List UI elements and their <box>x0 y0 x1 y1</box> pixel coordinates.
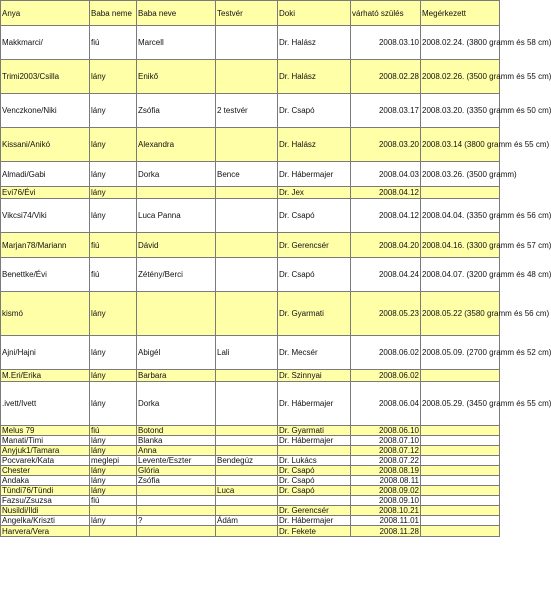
table-row <box>1 506 500 516</box>
cell-baba-neme[interactable]: meglepi <box>90 456 137 466</box>
cell-baba-neme[interactable]: fiú <box>90 426 137 436</box>
cell-anya[interactable]: Manati/Timi <box>1 436 90 446</box>
cell-anya[interactable]: Almadi/Gabi <box>1 162 90 187</box>
cell-testver[interactable]: Lali <box>216 336 278 370</box>
cell-megerkezett[interactable] <box>421 506 500 516</box>
cell-varhato-szules[interactable]: 2008.08.19 <box>351 466 421 476</box>
header-baba-neve[interactable]: Baba neve <box>137 1 216 26</box>
cell-anya[interactable]: Evi76/Évi <box>1 187 90 199</box>
cell-anya[interactable]: Harvera/Vera <box>1 526 90 537</box>
cell-doki[interactable]: Dr. Csapó <box>278 258 351 292</box>
cell-testver[interactable]: Ádám <box>216 516 278 526</box>
cell-megerkezett[interactable] <box>421 436 500 446</box>
cell-megerkezett[interactable]: 2008.03.26. (3500 gramm) <box>421 162 500 187</box>
cell-doki[interactable]: Dr. Gerencsér <box>278 506 351 516</box>
cell-megerkezett[interactable] <box>421 446 500 456</box>
table-row <box>1 336 500 370</box>
cell-baba-neve[interactable] <box>137 187 216 199</box>
cell-varhato-szules[interactable]: 2008.06.10 <box>351 426 421 436</box>
cell-varhato-szules[interactable]: 2008.09.02 <box>351 486 421 496</box>
cell-baba-neme[interactable]: fiú <box>90 233 137 258</box>
cell-anya[interactable]: Trimi2003/Csilla <box>1 60 90 94</box>
header-anya[interactable]: Anya <box>1 1 90 26</box>
cell-anya[interactable]: Makkmarci/ <box>1 26 90 60</box>
cell-baba-neve[interactable]: Abigél <box>137 336 216 370</box>
cell-anya[interactable]: kismó <box>1 292 90 336</box>
cell-megerkezett[interactable]: 2008.04.07. (3200 gramm és 48 cm) <box>421 258 500 292</box>
cell-varhato-szules[interactable]: 2008.06.02 <box>351 370 421 382</box>
cell-varhato-szules[interactable]: 2008.06.02 <box>351 336 421 370</box>
cell-baba-neme[interactable]: fiú <box>90 258 137 292</box>
cell-baba-neve[interactable]: Blanka <box>137 436 216 446</box>
cell-baba-neme[interactable]: lány <box>90 446 137 456</box>
cell-megerkezett[interactable]: 2008.04.04. (3350 gramm és 56 cm) <box>421 199 500 233</box>
cell-baba-neme[interactable]: lány <box>90 199 137 233</box>
cell-testver[interactable] <box>216 199 278 233</box>
cell-testver[interactable] <box>216 26 278 60</box>
cell-baba-neme[interactable]: lány <box>90 516 137 526</box>
cell-megerkezett[interactable]: 2008.05.29. (3450 gramm és 55 cm) <box>421 382 500 426</box>
cell-testver[interactable]: Bendegúz <box>216 456 278 466</box>
cell-anya[interactable]: Marjan78/Mariann <box>1 233 90 258</box>
table-row <box>1 60 500 94</box>
cell-anya[interactable]: Anyjuk1/Tamara <box>1 446 90 456</box>
cell-doki[interactable]: Dr. Csapó <box>278 466 351 476</box>
cell-baba-neme[interactable]: lány <box>90 94 137 128</box>
cell-testver[interactable]: Bence <box>216 162 278 187</box>
table-row <box>1 258 500 292</box>
cell-baba-neve[interactable]: Anna <box>137 446 216 456</box>
cell-varhato-szules[interactable]: 2008.06.04 <box>351 382 421 426</box>
cell-varhato-szules[interactable]: 2008.07.10 <box>351 436 421 446</box>
cell-baba-neve[interactable]: Alexandra <box>137 128 216 162</box>
cell-baba-neve[interactable]: Dorka <box>137 382 216 426</box>
cell-baba-neme[interactable] <box>90 526 137 537</box>
header-megerkezett[interactable]: Megérkezett <box>421 1 500 26</box>
cell-baba-neve[interactable]: Enikő <box>137 60 216 94</box>
table-row <box>1 446 500 456</box>
cell-megerkezett[interactable]: 2008.03.14 (3800 gramm és 55 cm) <box>421 128 500 162</box>
table-row <box>1 466 500 476</box>
table-row <box>1 382 500 426</box>
cell-doki[interactable]: Dr. Hábermajer <box>278 382 351 426</box>
cell-testver[interactable]: Luca <box>216 486 278 496</box>
cell-baba-neme[interactable]: lány <box>90 436 137 446</box>
cell-anya[interactable]: Benettke/Évi <box>1 258 90 292</box>
cell-baba-neve[interactable]: Zsófia <box>137 94 216 128</box>
cell-anya[interactable]: Chester <box>1 466 90 476</box>
cell-megerkezett[interactable]: 2008.05.22 (3580 gramm és 56 cm) <box>421 292 500 336</box>
cell-doki[interactable]: Dr. Hábermajer <box>278 516 351 526</box>
cell-baba-neme[interactable]: lány <box>90 370 137 382</box>
cell-varhato-szules[interactable]: 2008.03.20 <box>351 128 421 162</box>
cell-doki[interactable] <box>278 496 351 506</box>
cell-megerkezett[interactable] <box>421 496 500 506</box>
cell-varhato-szules[interactable]: 2008.04.12 <box>351 187 421 199</box>
cell-baba-neme[interactable]: lány <box>90 336 137 370</box>
cell-anya[interactable]: Venczkone/Niki <box>1 94 90 128</box>
table-row <box>1 436 500 446</box>
cell-testver[interactable] <box>216 506 278 516</box>
table-row <box>1 26 500 60</box>
cell-baba-neve[interactable]: Levente/Eszter <box>137 456 216 466</box>
cell-varhato-szules[interactable]: 2008.07.12 <box>351 446 421 456</box>
cell-doki[interactable]: Dr. Halász <box>278 128 351 162</box>
cell-testver[interactable]: 2 testvér <box>216 94 278 128</box>
cell-baba-neme[interactable]: lány <box>90 60 137 94</box>
table-row <box>1 486 500 496</box>
cell-baba-neve[interactable]: Botond <box>137 426 216 436</box>
cell-doki[interactable] <box>278 446 351 456</box>
cell-testver[interactable] <box>216 476 278 486</box>
cell-testver[interactable] <box>216 187 278 199</box>
table-row <box>1 370 500 382</box>
cell-anya[interactable]: Vikcsi74/Viki <box>1 199 90 233</box>
cell-doki[interactable]: Dr. Gerencsér <box>278 233 351 258</box>
cell-baba-neme[interactable]: lány <box>90 486 137 496</box>
cell-testver[interactable] <box>216 382 278 426</box>
cell-baba-neme[interactable]: fiú <box>90 26 137 60</box>
table-row <box>1 516 500 526</box>
cell-varhato-szules[interactable]: 2008.04.03 <box>351 162 421 187</box>
cell-varhato-szules[interactable]: 2008.11.28 <box>351 526 421 537</box>
table-row <box>1 292 500 336</box>
cell-varhato-szules[interactable]: 2008.04.24 <box>351 258 421 292</box>
cell-testver[interactable] <box>216 370 278 382</box>
header-row <box>1 1 500 26</box>
cell-megerkezett[interactable] <box>421 426 500 436</box>
cell-megerkezett[interactable] <box>421 526 500 537</box>
cell-baba-neve[interactable] <box>137 526 216 537</box>
cell-megerkezett[interactable]: 2008.02.26. (3500 gramm és 55 cm) <box>421 60 500 94</box>
cell-testver[interactable] <box>216 446 278 456</box>
cell-baba-neve[interactable]: Dávid <box>137 233 216 258</box>
cell-baba-neve[interactable]: Zétény/Berci <box>137 258 216 292</box>
cell-anya[interactable]: Tündi76/Tündi <box>1 486 90 496</box>
cell-anya[interactable]: Andaka <box>1 476 90 486</box>
cell-baba-neve[interactable] <box>137 486 216 496</box>
table-row <box>1 496 500 506</box>
cell-testver[interactable] <box>216 436 278 446</box>
cell-anya[interactable]: Pocvarek/Kata <box>1 456 90 466</box>
cell-doki[interactable]: Dr. Halász <box>278 60 351 94</box>
cell-megerkezett[interactable] <box>421 516 500 526</box>
cell-doki[interactable]: Dr. Gyarmati <box>278 426 351 436</box>
cell-doki[interactable]: Dr. Hábermajer <box>278 436 351 446</box>
cell-baba-neme[interactable] <box>90 506 137 516</box>
cell-varhato-szules[interactable]: 2008.08.11 <box>351 476 421 486</box>
cell-baba-neve[interactable]: ? <box>137 516 216 526</box>
cell-doki[interactable]: Dr. Hábermajer <box>278 162 351 187</box>
cell-baba-neve[interactable] <box>137 496 216 506</box>
cell-baba-neme[interactable]: lány <box>90 187 137 199</box>
cell-baba-neme[interactable]: fiú <box>90 496 137 506</box>
cell-baba-neve[interactable]: Marcell <box>137 26 216 60</box>
cell-megerkezett[interactable] <box>421 486 500 496</box>
cell-baba-neve[interactable] <box>137 506 216 516</box>
cell-baba-neve[interactable]: Luca Panna <box>137 199 216 233</box>
header-baba-neme[interactable]: Baba neme <box>90 1 137 26</box>
cell-baba-neve[interactable]: Dorka <box>137 162 216 187</box>
cell-testver[interactable] <box>216 292 278 336</box>
cell-testver[interactable] <box>216 258 278 292</box>
cell-baba-neve[interactable] <box>137 292 216 336</box>
cell-testver[interactable] <box>216 60 278 94</box>
cell-megerkezett[interactable] <box>421 370 500 382</box>
table-row <box>1 94 500 128</box>
header-testver[interactable]: Testvér <box>216 1 278 26</box>
cell-varhato-szules[interactable]: 2008.04.20 <box>351 233 421 258</box>
cell-anya[interactable]: M.Eri/Erika <box>1 370 90 382</box>
cell-doki[interactable]: Dr. Szinnyai <box>278 370 351 382</box>
cell-baba-neme[interactable]: lány <box>90 128 137 162</box>
table-row <box>1 233 500 258</box>
table-row <box>1 456 500 466</box>
cell-testver[interactable] <box>216 496 278 506</box>
cell-varhato-szules[interactable]: 2008.11.01 <box>351 516 421 526</box>
cell-megerkezett[interactable] <box>421 476 500 486</box>
header-doki[interactable]: Doki <box>278 1 351 26</box>
cell-testver[interactable] <box>216 526 278 537</box>
cell-anya[interactable]: Nusildi/Ildi <box>1 506 90 516</box>
cell-baba-neve[interactable]: Barbara <box>137 370 216 382</box>
table-row <box>1 526 500 537</box>
cell-megerkezett[interactable]: 2008.04.16. (3300 gramm és 57 cm) <box>421 233 500 258</box>
cell-anya[interactable]: .ivett/Ivett <box>1 382 90 426</box>
cell-anya[interactable]: Melus 79 <box>1 426 90 436</box>
cell-baba-neme[interactable]: lány <box>90 162 137 187</box>
cell-doki[interactable]: Dr. Gyarmati <box>278 292 351 336</box>
cell-doki[interactable]: Dr. Csapó <box>278 486 351 496</box>
cell-anya[interactable]: Ajni/Hajni <box>1 336 90 370</box>
cell-megerkezett[interactable]: 2008.02.24. (3800 gramm és 58 cm) <box>421 26 500 60</box>
cell-baba-neme[interactable]: lány <box>90 382 137 426</box>
cell-baba-neme[interactable]: lány <box>90 476 137 486</box>
cell-baba-neve[interactable]: Zsófia <box>137 476 216 486</box>
header-varhato-szules[interactable]: várható szülés <box>351 1 421 26</box>
cell-doki[interactable]: Dr. Halász <box>278 26 351 60</box>
cell-anya[interactable]: Fazsu/Zsuzsa <box>1 496 90 506</box>
cell-varhato-szules[interactable]: 2008.07.22 <box>351 456 421 466</box>
cell-varhato-szules[interactable]: 2008.10.21 <box>351 506 421 516</box>
cell-anya[interactable]: Angelka/Kriszti <box>1 516 90 526</box>
cell-megerkezett[interactable]: 2008.03.20. (3350 gramm és 50 cm) <box>421 94 500 128</box>
cell-doki[interactable]: Dr. Lukács <box>278 456 351 466</box>
table-row <box>1 199 500 233</box>
cell-testver[interactable] <box>216 233 278 258</box>
cell-testver[interactable] <box>216 466 278 476</box>
cell-baba-neme[interactable]: lány <box>90 292 137 336</box>
cell-megerkezett[interactable] <box>421 187 500 199</box>
cell-doki[interactable]: Dr. Mecsér <box>278 336 351 370</box>
cell-doki[interactable]: Dr. Fekete <box>278 526 351 537</box>
cell-varhato-szules[interactable]: 2008.03.10 <box>351 26 421 60</box>
cell-testver[interactable] <box>216 426 278 436</box>
table-row <box>1 426 500 436</box>
cell-megerkezett[interactable] <box>421 466 500 476</box>
cell-varhato-szules[interactable]: 2008.03.17 <box>351 94 421 128</box>
cell-doki[interactable]: Dr. Jex <box>278 187 351 199</box>
cell-varhato-szules[interactable]: 2008.02.28 <box>351 60 421 94</box>
cell-doki[interactable]: Dr. Csapó <box>278 476 351 486</box>
cell-varhato-szules[interactable]: 2008.05.23 <box>351 292 421 336</box>
table-row <box>1 476 500 486</box>
cell-megerkezett[interactable] <box>421 456 500 466</box>
cell-anya[interactable]: Kissani/Anikó <box>1 128 90 162</box>
cell-doki[interactable]: Dr. Csapó <box>278 94 351 128</box>
table-row <box>1 128 500 162</box>
cell-testver[interactable] <box>216 128 278 162</box>
table-row <box>1 187 500 199</box>
cell-baba-neme[interactable]: lány <box>90 466 137 476</box>
cell-megerkezett[interactable]: 2008.05.09. (2700 gramm és 52 cm) <box>421 336 500 370</box>
cell-doki[interactable]: Dr. Csapó <box>278 199 351 233</box>
table-row <box>1 162 500 187</box>
cell-varhato-szules[interactable]: 2008.04.12 <box>351 199 421 233</box>
cell-baba-neve[interactable]: Glória <box>137 466 216 476</box>
cell-varhato-szules[interactable]: 2008.09.10 <box>351 496 421 506</box>
